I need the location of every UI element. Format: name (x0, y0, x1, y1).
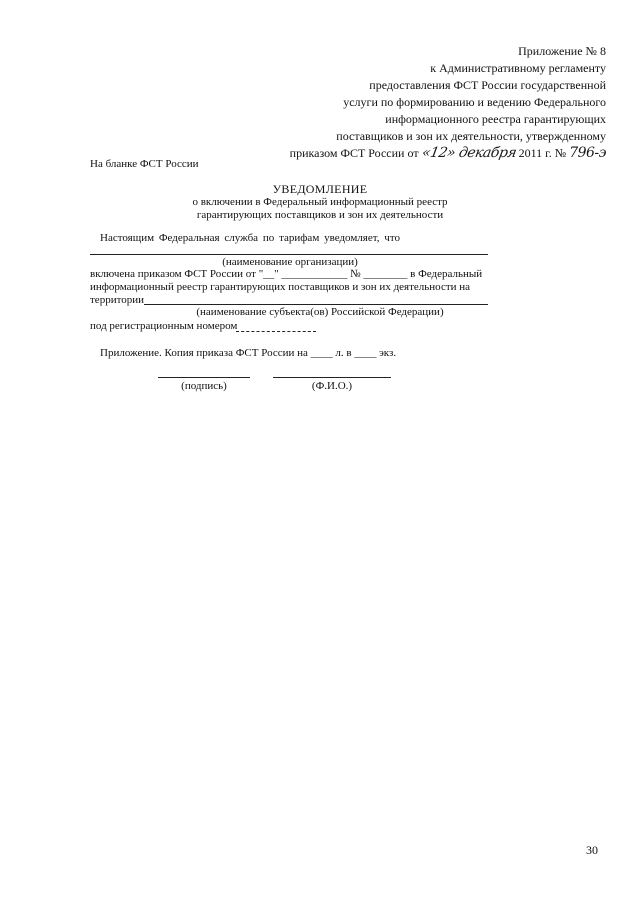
appendix-line-6: поставщиков и зон их деятельности, утвержденному (336, 129, 606, 143)
page-number: 30 (586, 843, 598, 857)
intro-word: служба (224, 232, 259, 244)
appendix-line-5: информационного реестра гарантирующих (385, 112, 606, 126)
signature-caption: (подпись) (181, 380, 227, 392)
signature-line[interactable] (158, 377, 250, 378)
registration-number-line[interactable] (236, 331, 316, 332)
registry-line: информационный реестр гарантирующих поставщиков и зон их деятельности на (90, 281, 471, 293)
appendix-header (246, 43, 606, 162)
intro-word: Федеральная (158, 232, 220, 244)
handwritten-date: «12» декабря (420, 145, 518, 161)
intro-word: уведомляет, (324, 232, 380, 244)
order-prefix: приказом ФСТ России от (289, 146, 419, 160)
appendix-line-2: к Административному регламенту (430, 61, 606, 75)
appendix-line-7 (246, 145, 606, 162)
handwritten-order-number: 796-э (569, 145, 606, 161)
organization-name-line[interactable] (90, 254, 488, 255)
subject-caption: (наименование субъекта(ов) Российской Федерации) (196, 306, 444, 318)
intro-word: Настоящим (100, 232, 155, 244)
attachment-line: Приложение. Копия приказа ФСТ России на ____ л. в ____ экз. (100, 347, 397, 359)
included-line: включена приказом ФСТ России от "__" ____________ № ________ в Федеральный (90, 268, 483, 280)
intro-word: тарифам (279, 232, 320, 244)
intro-word: что (384, 232, 400, 244)
intro-sentence (100, 232, 400, 244)
full-name-line[interactable] (273, 377, 391, 378)
intro-word: по (262, 232, 275, 244)
notice-subtitle-1: о включении в Федеральный информационный реестр (192, 196, 448, 208)
appendix-line-3: предоставления ФСТ России государственной (369, 78, 606, 92)
registration-number-label: под регистрационным номером (90, 320, 238, 332)
territory-label: территории (90, 294, 145, 306)
appendix-line-1: Приложение № 8 (518, 44, 606, 58)
appendix-line-4: услуги по формированию и ведению Федерального (343, 95, 606, 109)
order-year: 2011 г. № (518, 146, 567, 160)
letterhead-note: На бланке ФСТ России (90, 158, 199, 170)
territory-line[interactable] (144, 304, 488, 305)
notice-title: УВЕДОМЛЕНИЕ (272, 182, 368, 196)
full-name-caption: (Ф.И.О.) (311, 380, 353, 392)
organization-caption: (наименование организации) (222, 256, 358, 268)
notice-subtitle-2: гарантирующих поставщиков и зон их деятельности (196, 209, 444, 221)
